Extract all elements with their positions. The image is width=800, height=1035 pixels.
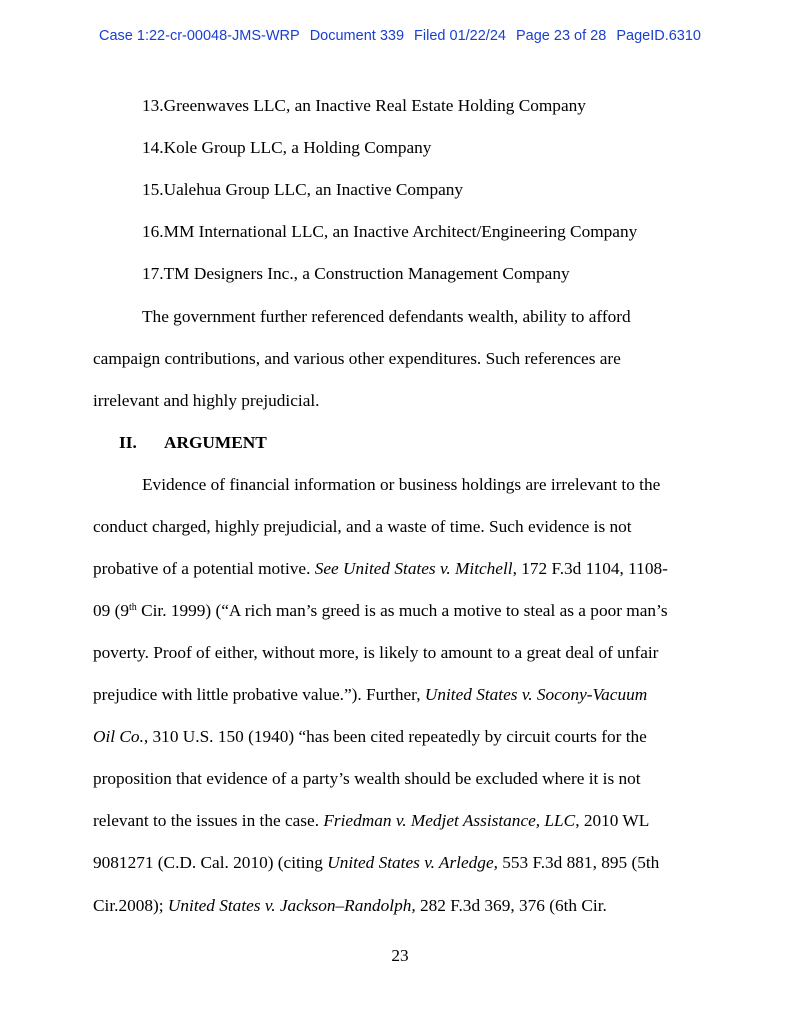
citation: Vacuum: [592, 685, 648, 704]
section-title: ARGUMENT: [164, 433, 267, 452]
paragraph-line: [93, 726, 647, 748]
text: , 2010 WL: [575, 811, 650, 830]
paragraph-line: proposition that evidence of a party’s wealth should be excluded where it is not: [93, 769, 641, 788]
text: , 310 U.S. 150 (1940) “has been cited repeatedly by circuit courts for the: [143, 727, 647, 746]
list-item: 14.Kole Group LLC, a Holding Company: [142, 138, 432, 157]
text: Cir. 1999) (“A rich man’s greed is as much a motive to steal as a poor man’s: [136, 601, 668, 620]
citation: See United States v. Mitchell: [314, 559, 513, 578]
paragraph-line: [93, 852, 659, 874]
paragraph-line: [93, 895, 607, 917]
text: -: [586, 685, 593, 704]
citation: Oil Co.: [93, 727, 144, 746]
text: Cir.2008);: [93, 896, 168, 915]
text: prejudice with little probative value.”). Further,: [93, 685, 425, 704]
paragraph-line: [93, 684, 647, 706]
paragraph-line: Evidence of financial information or business holdings are irrelevant to the: [142, 475, 661, 494]
page-number: 23: [391, 946, 409, 965]
text: relevant to the issues in the case.: [93, 811, 324, 830]
citation: United States v. Socony: [424, 685, 587, 704]
list-item: 13.Greenwaves LLC, an Inactive Real Estate Holding Company: [142, 96, 586, 115]
paragraph-line: irrelevant and highly prejudicial.: [93, 391, 320, 410]
text: 09 (9: [93, 601, 129, 620]
paragraph-line: The government further referenced defendants wealth, ability to afford: [142, 307, 631, 326]
paragraph-line: campaign contributions, and various other expenditures. Such references are: [93, 349, 621, 368]
citation: United States v. Arledge,: [327, 853, 498, 872]
citation: Friedman v. Medjet Assistance, LLC: [323, 811, 576, 830]
text: probative of a potential motive.: [93, 559, 315, 578]
page-count: Page 23 of 28: [515, 28, 607, 44]
list-item: 17.TM Designers Inc., a Construction Management Company: [142, 264, 570, 283]
case-header: [0, 28, 800, 44]
text: 282 F.3d 369, 376 (6th Cir.: [415, 896, 607, 915]
text: 9081271 (C.D. Cal. 2010) (citing: [93, 853, 328, 872]
case-number: Case 1:22-cr-00048-JMS-WRP: [99, 28, 300, 44]
page-id: PageID.6310: [616, 28, 701, 44]
text: 553 F.3d 881, 895 (5th: [497, 853, 660, 872]
paragraph-line: [93, 810, 649, 832]
paragraph-line: [93, 558, 668, 580]
citation: United States v. Jackson–Randolph,: [167, 896, 416, 915]
section-number: II.: [119, 433, 137, 452]
paragraph-line: conduct charged, highly prejudicial, and a waste of time. Such evidence is not: [93, 517, 632, 536]
section-heading: [119, 432, 267, 454]
paragraph-line: poverty. Proof of either, without more, is likely to amount to a great deal of unfair: [93, 643, 659, 662]
text: , 172 F.3d 1104, 1108-: [512, 559, 668, 578]
document-number: Document 339: [309, 28, 405, 44]
list-item: 15.Ualehua Group LLC, an Inactive Company: [142, 180, 464, 199]
filed-date: Filed 01/22/24: [414, 28, 506, 44]
list-item: 16.MM International LLC, an Inactive Architect/Engineering Company: [142, 222, 638, 241]
ordinal-suffix: th: [129, 602, 137, 613]
paragraph-line: [93, 600, 668, 622]
